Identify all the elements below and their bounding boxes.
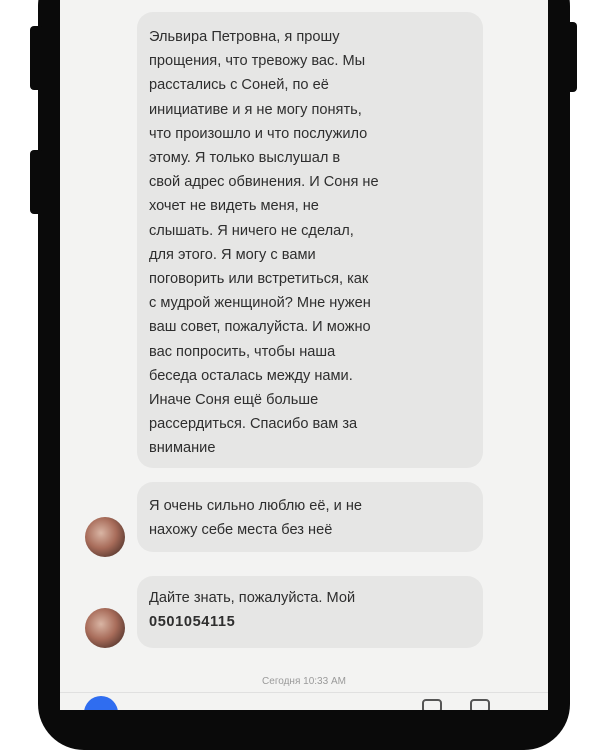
message-text: Эльвира Петровна, я прошу прощения, что тревожу вас. Мы расстались с Соней, по её инициативе и я не могу понять, что произошло и что послужило этому. Я только выслушал в свой адрес обвинения. И Соня не хочет не видеть меня, не слышать. Я ничего не сделал, для этого. Я могу с вами поговорить или встретиться, как с мудрой женщиной? Мне нужен ваш совет, пожалуйста. И можно вас попросить, чтобы наша беседа осталась между нами. Иначе Соня ещё больше рассердиться. Спасибо вам за внимание [149, 29, 379, 457]
message-input-bar[interactable] [60, 692, 548, 710]
message-timestamp: Сегодня 10:33 AM [262, 676, 346, 687]
contact-avatar[interactable] [85, 608, 125, 648]
side-button-right [563, 22, 577, 92]
message-bubble[interactable] [137, 576, 483, 648]
gallery-icon[interactable] [470, 699, 490, 710]
contact-avatar[interactable] [85, 517, 125, 557]
message-text: Я очень сильно люблю её, и не нахожу себе места без неё [149, 498, 363, 539]
message-text: Дайте знать, пожалуйста. Мой [149, 590, 356, 606]
message-bubble[interactable] [137, 12, 483, 468]
camera-icon[interactable] [422, 699, 442, 710]
side-button-left-upper [30, 26, 44, 90]
side-button-left-lower [30, 150, 44, 214]
compose-icon[interactable] [84, 696, 118, 710]
chat-screen[interactable] [60, 0, 548, 710]
phone-number[interactable]: 0501054115 [149, 614, 236, 631]
message-bubble[interactable] [137, 482, 483, 552]
